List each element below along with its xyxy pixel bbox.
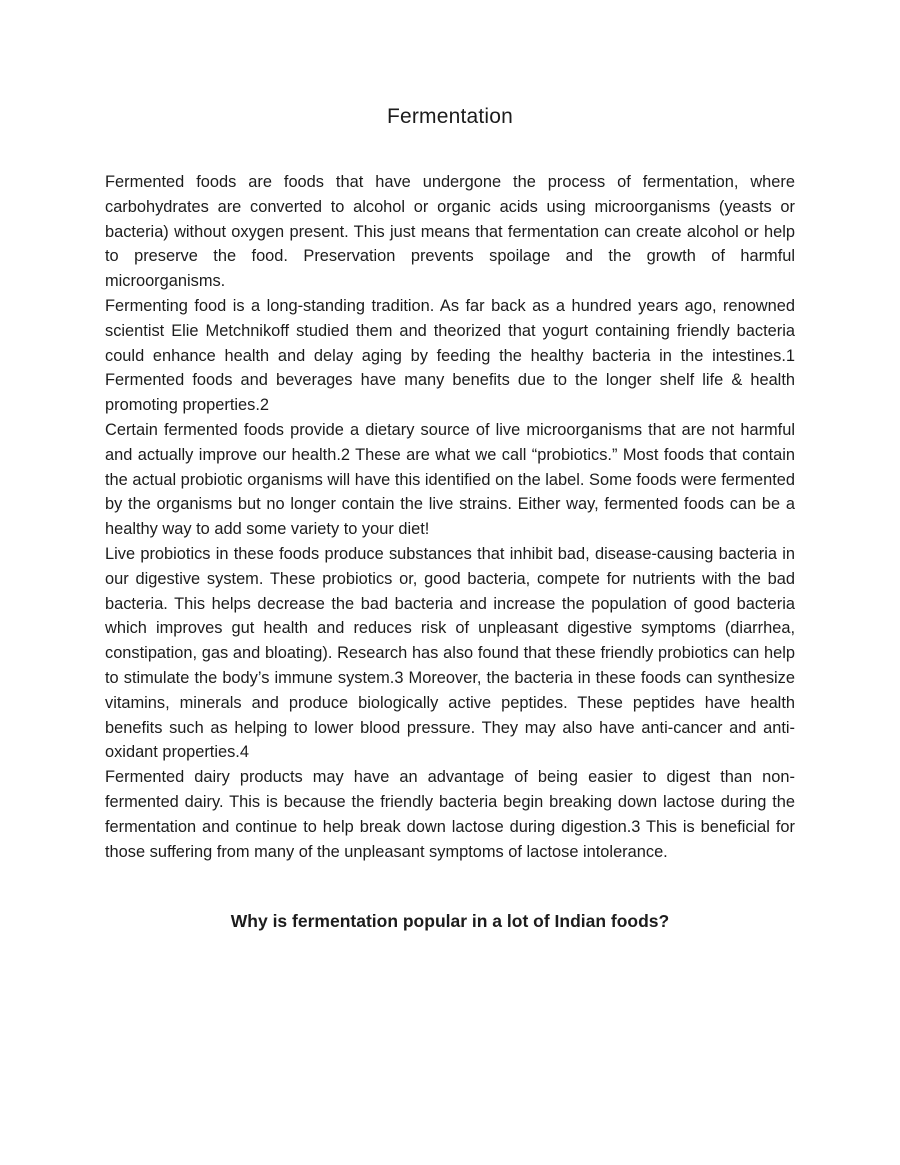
paragraph-fermenting-tradition: Fermenting food is a long-standing tradition. As far back as a hundred years ago, renowned scientist Elie Metchnikoff studied them and theorized that yogurt containing friendly bacteria could enhance health and delay aging by feeding the healthy bacteria in the intestines.1 Fermented foods and beverages have many benefits due to the longer shelf life & health promoting properties.2 xyxy=(105,296,795,415)
paragraph-probiotics-definition: Certain fermented foods provide a dietary source of live microorganisms that are not harmful and actually improve our health.2 These are what we call “probiotics.” Most foods that contain the actual probiotic organisms will have this identified on the label. Some foods were fermented by the organisms but no longer contain the live strains. Either way, fermented foods can be a healthy way to add some variety to your diet! xyxy=(105,420,795,539)
paragraph-live-probiotics-benefits: Live probiotics in these foods produce substances that inhibit bad, disease-causing bacteria in our digestive system. These probiotics or, good bacteria, compete for nutrients with the bad bacteria. This helps decrease the bad bacteria and increase the population of good bacteria which improves gut health and reduces risk of unpleasant digestive symptoms (diarrhea, constipation, gas and bloating). Research has also found that these friendly probiotics can help to stimulate the body’s immune system.3 Moreover, the bacteria in these foods can synthesize vitamins, minerals and produce biologically active peptides. These peptides have health benefits such as helping to lower blood pressure. They may also have anti-cancer and anti-oxidant properties.4 xyxy=(105,544,795,762)
section-heading-indian-foods: Why is fermentation popular in a lot of Indian foods? xyxy=(230,911,670,932)
document-title: Fermentation xyxy=(386,105,514,128)
document-body xyxy=(105,170,795,864)
paragraph-fermented-foods-intro: Fermented foods are foods that have undergone the process of fermentation, where carbohydrates are converted to alcohol or organic acids using microorganisms (yeasts or bacteria) without oxygen present. This just means that fermentation can create alcohol or help to preserve the food. Preservation prevents spoilage and the growth of harmful microorganisms. xyxy=(105,173,795,291)
paragraph-fermented-dairy: Fermented dairy products may have an advantage of being easier to digest than non-fermented dairy. This is because the friendly bacteria begin breaking down lactose during the fermentation and continue to help break down lactose during digestion.3 This is beneficial for those suffering from many of the unpleasant symptoms of lactose intolerance. xyxy=(105,768,795,861)
